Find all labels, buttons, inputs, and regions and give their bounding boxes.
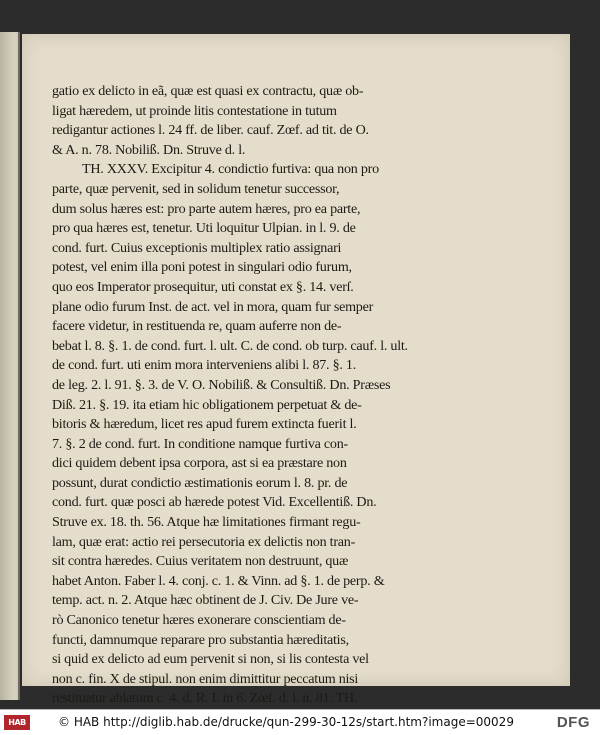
text-line: restituatur ablatum c. 4. d. R. I. in 6. Zœf. d. l. n. 81. TH. [52,690,358,707]
viewer-footer [0,709,600,735]
text-line: ligat hæredem, ut proinde litis contestatione in tutum [52,102,337,119]
text-line: parte, quæ pervenit, sed in solidum tenetur successor, [52,180,340,197]
text-line: cond. furt. quæ posci ab hærede potest Vid. Excellentiß. Dn. [52,494,377,511]
text-line: cond. furt. Cuius exceptionis multiplex ratio assignari [52,239,342,256]
text-line: bebat l. 8. §. 1. de cond. furt. l. ult. C. de cond. ob turp. cauf. l. ult. [52,337,408,354]
text-line: pro qua hæres est, tenetur. Uti loquitur Ulpian. in l. 9. de [52,220,356,237]
text-line: habet Anton. Faber l. 4. conj. c. 1. & Vinn. ad §. 1. de perp. & [52,572,385,589]
book-page [22,34,570,707]
text-line: Struve ex. 18. th. 56. Atque hæ limitationes firmant regu- [52,514,361,531]
text-line: Diß. 21. §. 19. ita etiam hic obligationem perpetuat & de- [52,396,362,413]
text-line: redigantur actiones l. 24 ff. de liber. cauf. Zœf. ad tit. de O. [52,122,369,139]
text-line: bitoris & hæredum, licet res apud furem extincta fuerit l. [52,416,357,433]
text-line: facere videtur, in restituenda re, quam auferre non de- [52,318,342,335]
text-line: temp. act. n. 2. Atque hæc obtinent de J. Civ. De Jure ve- [52,592,359,609]
hab-logo-icon: HAB [4,715,30,730]
text-line: functi, damnumque reparare pro substantia hæreditatis, [52,631,349,648]
text-line: de leg. 2. l. 91. §. 3. de V. O. Nobiliß. & Consultiß. Dn. Præses [52,376,391,393]
text-line: possunt, durat condictio æstimationis eorum l. 8. pr. de [52,474,348,491]
text-line: & A. n. 78. Nobiliß. Dn. Struve d. l. [52,141,246,158]
text-line: sit contra hæredes. Cuius veritatem non destruunt, quæ [52,553,349,570]
text-line: 7. §. 2 de cond. furt. In conditione namque furtiva con- [52,435,348,452]
text-line: non c. fin. X de stipul. non enim dimittitur peccatum nisi [52,670,359,687]
dfg-logo: DFG [556,714,590,731]
text-line: lam, quæ erat: actio rei persecutoria ex delictis non tran- [52,533,356,550]
copyright-link[interactable]: © HAB http://diglib.hab.de/drucke/qun-299-30-12s/start.htm?image=00029 [58,715,514,729]
text-line: de cond. furt. uti enim mora interveniens alibi l. 87. §. 1. [52,357,356,374]
text-line: rò Canonico tenetur hæres exonerare conscientiam de- [52,612,346,629]
text-line: potest, vel enim illa poni potest in singulari odio furum, [52,259,352,276]
text-line: gatio ex delicto in eã, quæ est quasi ex contractu, quæ ob- [52,83,364,99]
text-line: TH. XXXV. Excipitur 4. condictio furtiva: qua non pro [82,161,379,178]
text-line: plane odio furum Inst. de act. vel in mora, quam fur semper [52,298,374,315]
text-line: si quid ex delicto ad eum pervenit si non, si lis contesta vel [52,651,369,668]
text-line: dum solus hæres est: pro parte autem hæres, pro ea parte, [52,200,361,217]
text-line: dici quidem debent ipsa corpora, ast si ea præstare non [52,455,347,472]
text-line: quo eos Imperator prosequitur, uti constat ex §. 14. verſ. [52,278,354,295]
left-page-edge [0,32,20,700]
page-text [52,82,552,709]
